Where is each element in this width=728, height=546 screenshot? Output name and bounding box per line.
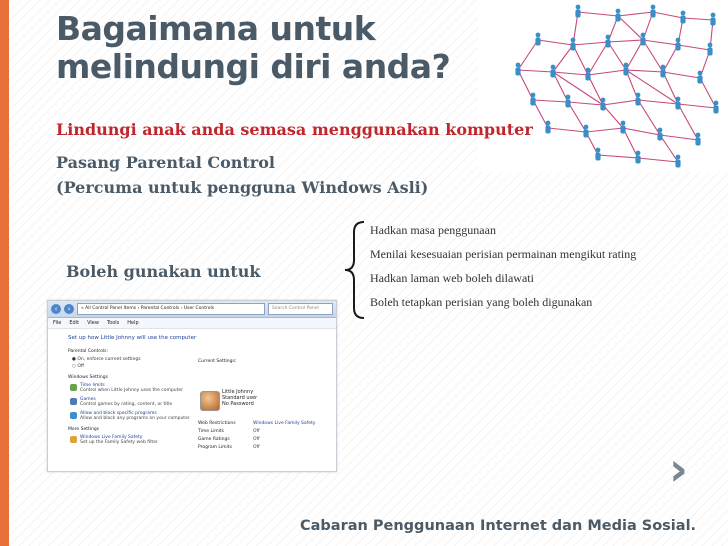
- back-icon[interactable]: ‹: [51, 304, 61, 314]
- next-slide-chevron-icon[interactable]: ›: [669, 442, 688, 496]
- menu-file[interactable]: File: [53, 320, 62, 326]
- person-icon: [660, 65, 665, 78]
- summary-label-games: Game Ratings: [198, 437, 230, 442]
- programs-desc: Allow and block any programs on your computer: [80, 416, 190, 421]
- feature-list: [370, 222, 636, 318]
- person-icon: [635, 151, 640, 164]
- parental-controls-screenshot: [47, 300, 337, 472]
- person-icon: [623, 63, 628, 76]
- person-icon: [680, 11, 685, 24]
- user-type: Standard user: [222, 395, 258, 401]
- feature-item: Menilai kesesuaian perisian permainan mengikut rating: [370, 247, 637, 261]
- user-password: No Password: [222, 401, 254, 407]
- person-icon: [713, 101, 718, 114]
- menu-bar: [48, 318, 336, 329]
- family-safety-link[interactable]: Windows Live Family Safety: [80, 435, 143, 440]
- slide-title: [56, 10, 576, 86]
- summary-label-web: Web Restrictions: [198, 421, 236, 426]
- person-icon: [695, 133, 700, 146]
- person-icon: [595, 148, 600, 161]
- clock-icon: [70, 384, 77, 391]
- summary-value-programs: Off: [253, 445, 260, 450]
- person-icon: [615, 9, 620, 22]
- person-icon: [585, 68, 590, 81]
- person-icon: [650, 5, 655, 18]
- user-name: Little Johnny: [222, 389, 254, 395]
- menu-help[interactable]: Help: [127, 320, 139, 326]
- person-icon: [635, 93, 640, 106]
- feature-item: Boleh tetapkan perisian yang boleh digunakan: [370, 295, 593, 309]
- forward-icon[interactable]: ›: [64, 304, 74, 314]
- person-icon: [565, 95, 570, 108]
- curly-brace-icon: [342, 220, 366, 320]
- user-avatar: [200, 391, 220, 411]
- person-icon: [710, 13, 715, 26]
- footer-text: Cabaran Penggunaan Internet dan Media Sosial.: [300, 518, 697, 534]
- menu-edit[interactable]: Edit: [69, 320, 80, 326]
- subtitle-protect-children: Lindungi anak anda semasa menggunakan komputer: [56, 120, 533, 139]
- radio-on-label: On, enforce current settings: [77, 357, 141, 362]
- person-icon: [675, 38, 680, 51]
- address-bar: [48, 301, 336, 318]
- more-settings-label: More Settings: [68, 427, 100, 432]
- person-icon: [657, 128, 662, 141]
- person-icon: [620, 121, 625, 134]
- address-path[interactable]: « All Control Panel Items › Parental Controls › User Controls: [77, 303, 265, 315]
- parental-controls-label: Parental Controls:: [68, 349, 108, 354]
- summary-label-programs: Program Limits: [198, 445, 232, 450]
- person-icon: [530, 93, 535, 106]
- feature-item: Hadkan laman web boleh dilawati: [370, 271, 534, 285]
- subtitle-parental-control: [56, 150, 428, 200]
- family-safety-icon: [70, 436, 77, 443]
- title-line-2: melindungi diri anda?: [56, 47, 451, 86]
- subtitle-line-2: (Percuma untuk pengguna Windows Asli): [56, 178, 429, 197]
- use-label: Boleh gunakan untuk: [66, 262, 261, 281]
- user-info: [222, 389, 257, 407]
- person-icon: [675, 155, 680, 168]
- summary-value-time: Off: [253, 429, 260, 434]
- person-icon: [575, 5, 580, 18]
- person-icon: [605, 35, 610, 48]
- subtitle-line-1: Pasang Parental Control: [56, 153, 275, 172]
- time-limits-link[interactable]: Time limits: [80, 383, 105, 388]
- programs-link[interactable]: Allow and block specific programs: [80, 411, 157, 416]
- games-link[interactable]: Games: [80, 397, 96, 402]
- title-line-1: Bagaimana untuk: [56, 9, 376, 48]
- feature-item: Hadkan masa penggunaan: [370, 223, 496, 237]
- menu-tools[interactable]: Tools: [106, 320, 120, 326]
- radio-off[interactable]: ○ Off: [72, 364, 85, 369]
- radio-off-label: Off: [77, 364, 85, 369]
- radio-on[interactable]: ● On, enforce current settings: [72, 357, 141, 362]
- search-input[interactable]: Search Control Panel: [268, 303, 333, 315]
- person-icon: [640, 33, 645, 46]
- cp-heading: Set up how Little Johnny will use the computer: [68, 335, 197, 341]
- summary-value-games: Off: [253, 437, 260, 442]
- time-limits-desc: Control when Little Johnny uses the computer: [80, 388, 184, 393]
- current-settings-label: Current Settings:: [198, 359, 237, 364]
- summary-value-web[interactable]: Windows Live Family Safety: [253, 421, 316, 426]
- games-icon: [70, 398, 77, 405]
- person-icon: [697, 71, 702, 84]
- programs-icon: [70, 412, 77, 419]
- windows-settings-label: Windows Settings: [68, 375, 108, 380]
- person-icon: [583, 125, 588, 138]
- person-icon: [545, 121, 550, 134]
- menu-view[interactable]: View: [87, 320, 99, 326]
- person-icon: [600, 98, 605, 111]
- control-panel-body: [48, 329, 336, 472]
- summary-label-time: Time Limits: [198, 429, 224, 434]
- accent-bar: [0, 0, 9, 546]
- family-safety-desc: Set up the Family Safety web filter: [80, 440, 158, 445]
- person-icon: [675, 97, 680, 110]
- person-icon: [707, 43, 712, 56]
- games-desc: Control games by rating, content, or title: [80, 402, 173, 407]
